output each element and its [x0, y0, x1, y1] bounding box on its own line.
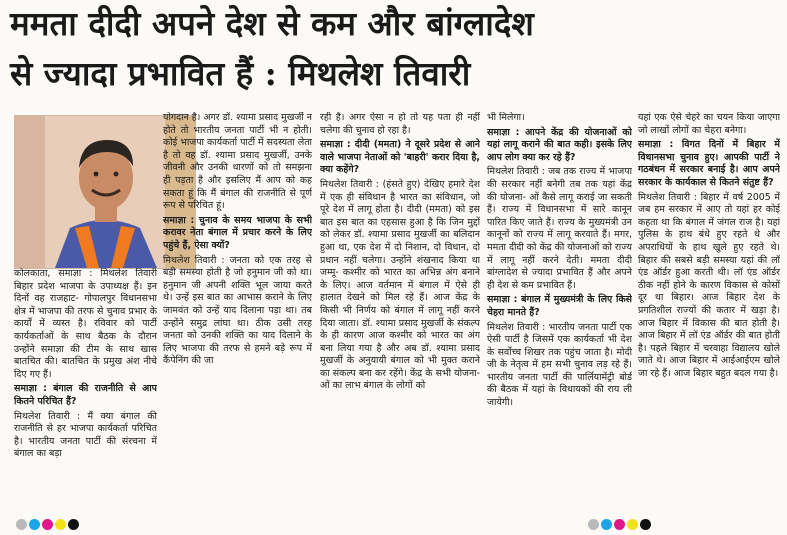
registration-dot [640, 519, 651, 530]
registration-dot [16, 519, 27, 530]
c2-answer-1: मिथलेश तिवारी : जनता को एक तरह से बड़ी समस्या होती है जो हनुमान जी को था। हनुमान जी अपनी शक्ति भूल जाया करते थे। उन्हें इस बात का आभास कराने के लिए जामवंत को उन्हें याद दिलाना पड़ा था। तब उन्होंने समुद्र लांघा था। ठीक उसी तरह जनता को उनकी शक्ति का याद दिलाने के लिए भाजपा की तरफ से हमने बड़े रूप में कैंपेनिंग की जा [163, 254, 312, 367]
c2-question-1: समाज्ञा : चुनाव के समय भाजपा के सभी करावर नेता बंगाल में प्रचार करने के लिए पहुंचे हैं, ऐसा क्यों? [163, 214, 312, 251]
c1-para-1: कोलकाता, समाज्ञा : मिथलेश तिवारी बिहार प्रदेश भाजपा के उपाध्यक्ष हैं। इन दिनों वह राजहाट- गोपालपुर विधानसभा क्षेत्र में भाजपा की तरफ से चुनाव प्रभार के कार्यों में व्यस्त है। रविवार को पार्टी कार्यकर्ताओं के साथ बैठक के दौरान उन्होंने समाज्ञा की टीम के साथ खास बातचित की। बातचित के प्रमुख अंश नीचे दिए गए हैं। [14, 268, 157, 380]
registration-dot [68, 519, 79, 530]
registration-dot [55, 519, 66, 530]
registration-dot [42, 519, 53, 530]
registration-dot [588, 519, 599, 530]
photo-wall-panel [15, 116, 45, 268]
c3-question-1: समाज्ञा : दीदी (ममता) ने दूसरे प्रदेश से आने वाले भाजपा नेताओं को 'बाहरी' करार दिया है, क्या कहेंगे? [320, 139, 480, 176]
c1-answer-1: मिथलेश तिवारी : मैं क्या बंगाल की राजनीति से हर भाजपा कार्यकर्ता परिचित है। भारतीय जनता पार्टी की संरचना में बंगाल का बड़ा [14, 410, 157, 460]
column-1 [14, 268, 157, 508]
c4-answer-1: मिथलेश तिवारी : जब तक राज्य में भाजपा की सरकार नहीं बनेगी तब तक यहां केंद्र की योजना- ओं कैसे लागू कराई जा सकती हैं। राज्य में विधानसभा में सारे कानून पारित किए जाते हैं। राज्य के मुख्यमंत्री उन कानूनों को राज्य में लागू करवाते हैं। मगर, ममता दीदी को केंद्र की योजनाओं को राज्य में लागू नहीं करने देती। ममता दीदी बांग्लादेश से ज्यादा प्रभावित हैं और अपने ही देश से कम प्रभावित हैं। [487, 166, 632, 291]
c1-question-1: समाज्ञा : बंगाल की राजनीति से आप कितने परिचित हैं? [14, 383, 157, 407]
registration-dot [29, 519, 40, 530]
c4-question-1: समाज्ञा : आपने केंद्र की योजनाओं को यहां लागू कराने की बात कही। इसके लिए आप लोग क्या कर रहे हैं? [487, 126, 632, 163]
c3-para-1: रही है। अगर ऐसा न हो तो यह पता ही नहीं चलेगा की चुनाव हो रहा है। [320, 112, 480, 136]
photo-eye-left [94, 172, 99, 177]
photo-eye-right [114, 172, 119, 177]
c4-para-1: भी मिलेगा। [487, 112, 525, 123]
c3-answer-1: मिथलेश तिवारी : (हंसते हुए) देखिए हमारे देश में एक ही संविधान है भारत का संविधान, जो पूरे देश में लागू होता है। दीदी (ममता) को इस बात इस बात का एहसास हुआ है कि जिन मुद्दों को लेकर डॉ. श्यामा प्रसाद मुखर्जी का बलिदान हुआ था, एक देश में दो निशान, दो विधान, दो प्रधान नहीं चलेगा। उन्होंने शंखनाद किया था जम्मू- कश्मीर को भारत का अभिन्न अंग बनाने के लिए। आज वर्तमान में बंगाल में ऐसे ही हालात देखने को मिल रहे हैं। आज केंद्र के किसी भी निर्णय को बंगाल में लागू नहीं करने दिया जाता। डॉ. श्यामा प्रसाद मुखर्जी के संकल्प के ही कारण आज कश्मीर को भारत का अंग बना लिया गया है और अब डॉ. श्यामा प्रसाद मुखर्जी के अनुयायी बंगाल को भी मुक्त कराने का संकल्प बना कर रहेंगे। केंद्र के सभी योजना- ओं का लाभ बंगाल के लोगों को [320, 178, 480, 392]
c5-para-1: यहां एक ऐसे चेहरे का चयन किया जाएगा जो लाखों लोगों का चेहरा बनेगा। [638, 112, 780, 136]
column-5 [638, 112, 780, 508]
column-2 [163, 112, 312, 508]
c5-question-1: समाज्ञा : विगत दिनों में बिहार में विधानसभा चुनाव हुए। आपकी पार्टी ने गठबंधन में सरकार बनाई है। आप अपने सरकार के कार्यकाल से कितने संतुष्ट हैं? [638, 139, 780, 188]
registration-marks-left [16, 515, 81, 529]
c4-question-2: समाज्ञा : बंगाल में मुख्यमंत्री के लिए किसे चेहरा मानते हैं? [487, 294, 632, 318]
registration-dot [601, 519, 612, 530]
c5-answer-1: मिथलेश तिवारी : बिहार में वर्ष 2005 में जब हम सरकार में आए तो यहां हर कोई कहता था कि बंगाल में जंगल राज है। यहां पुलिस के हाथ बंधे हुए रहते थे और अपराधियों के हाथ खुले हुए रहते थे। बिहार की सबसे बड़ी समस्या यहां की लॉ एंड ऑर्डर हुआ करती थी। लॉ एंड ऑर्डर ठीक नहीं होने के कारण विकास से कोसों दूर था बिहार। आज बिहार देश के प्रगतिशील राज्यों की कतार में खड़ा है। आज बिहार में विकास की बात होती है। आज बिहार में लॉ एंड ऑर्डर की बात होती है। पहले बिहार में चरवाहा विद्यालय खोले जाते थे। आज बिहार में आईआईएम खोले जा रहे हैं। आज बिहार बहुत बदल गया है। [638, 191, 780, 379]
headline-line-1: ममता दीदी अपने देश से कम और बांग्लादेश [10, 4, 534, 43]
c4-answer-2: मिथलेश तिवारी : भारतीय जनता पार्टी एक ऐसी पार्टी है जिसमें एक कार्यकर्ता भी देश के सर्वोच्च शिखर तक पहुंच जाता है। मोदी जी के नेतृत्व में हम सभी चुनाव लड़ रहे हैं। भारतीय जनता पार्टी की पार्लियामेंट्री बोर्ड की बैठक में यहां के विधायकों की राय ली जायेगी। [487, 321, 632, 409]
registration-dot [614, 519, 625, 530]
headline-line-2: से ज्यादा प्रभावित हैं : मिथलेश तिवारी [10, 54, 471, 93]
registration-marks-right [588, 515, 653, 529]
c2-para-1: योगदान है। अगर डॉ. श्यामा प्रसाद मुखर्जी न होते तो भारतीय जनता पार्टी भी न होती। कोई भाजपा कार्यकर्ता पार्टी में सदस्यता लेता है तो वह डॉ. श्यामा प्रसाद मुखर्जी, उनके जीवनी और उनकी धारणों को तो समझना ही पड़ता है और इसलिए मैं आप को कह सकता हूं कि मैं बंगाल की राजनीति से पूर्ण रूप से परिचित हूं। [163, 112, 312, 212]
registration-dot [627, 519, 638, 530]
column-3 [320, 112, 480, 508]
column-4 [487, 112, 632, 508]
